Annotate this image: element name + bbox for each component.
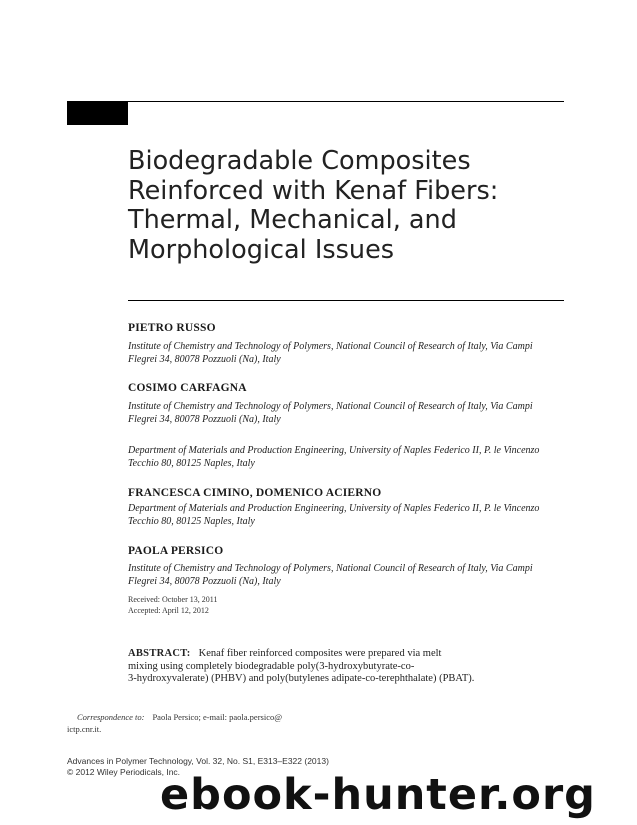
received-date: Received: October 13, 2011 [128, 595, 218, 604]
affiliation-line: Tecchio 80, 80125 Naples, Italy [128, 516, 255, 527]
abstract-label: ABSTRACT: [128, 648, 191, 659]
abstract-line: 3-hydroxyvalerate) (PHBV) and poly(butylenes adipate-co-terephthalate) (PBAT). [128, 673, 475, 684]
paper-title [128, 147, 568, 265]
affiliation-line: Institute of Chemistry and Technology of Polymers, National Council of Research of Italy, Via Campi [128, 341, 533, 352]
author-affiliation [128, 340, 568, 366]
title-line: Biodegradable Composites [128, 146, 471, 176]
affiliation-line: Flegrei 34, 80078 Pozzuoli (Na), Italy [128, 354, 281, 365]
author-name: COSIMO CARFAGNA [128, 382, 247, 394]
submission-dates [128, 594, 217, 616]
affiliation-line: Flegrei 34, 80078 Pozzuoli (Na), Italy [128, 576, 281, 587]
author-name: PIETRO RUSSO [128, 322, 216, 334]
correspondence-label: Correspondence to: [77, 712, 145, 722]
abstract-line: mixing using completely biodegradable poly(3-hydroxybutyrate-co- [128, 660, 415, 672]
accepted-date: Accepted: April 12, 2012 [128, 606, 209, 615]
correspondence-contact: Paola Persico; e-mail: paola.persico@ [152, 712, 283, 722]
copyright: © 2012 Wiley Periodicals, Inc. [67, 767, 181, 777]
abstract-text: Kenaf fiber reinforced composites were prepared via melt [198, 648, 442, 659]
author-affiliation [128, 502, 568, 528]
top-rule [128, 101, 564, 102]
header-black-tab [67, 101, 128, 125]
affiliation-line: Department of Materials and Production Engineering, University of Naples Federico II, P. le Vincenzo [128, 503, 540, 514]
title-line: Morphological Issues [128, 234, 395, 265]
title-line: Reinforced with Kenaf Fibers: [128, 175, 499, 206]
affiliation-line: Institute of Chemistry and Technology of Polymers, National Council of Research of Italy, Via Campi [128, 401, 533, 412]
author-name: PAOLA PERSICO [128, 545, 224, 557]
author-affiliation [128, 400, 568, 426]
author-second-affiliation [128, 444, 568, 470]
affiliation-line: Flegrei 34, 80078 Pozzuoli (Na), Italy [128, 414, 281, 425]
journal-citation: Advances in Polymer Technology, Vol. 32, No. S1, E313–E322 (2013) [67, 756, 329, 766]
affiliation-line: Department of Materials and Production Engineering, University of Naples Federico II, P. le Vincenzo [128, 445, 540, 456]
affiliation-line: Tecchio 80, 80125 Naples, Italy [128, 458, 255, 469]
abstract-line [128, 648, 528, 661]
author-affiliation [128, 562, 568, 588]
title-divider [128, 300, 564, 301]
affiliation-line: Institute of Chemistry and Technology of Polymers, National Council of Research of Italy, Via Campi [128, 563, 533, 574]
watermark: ebook-hunter.org [160, 770, 596, 820]
author-name: FRANCESCA CIMINO, DOMENICO ACIERNO [128, 487, 382, 499]
abstract [128, 648, 528, 686]
correspondence-line [67, 711, 307, 723]
title-line: Thermal, Mechanical, and [128, 205, 457, 235]
correspondence-footnote [67, 711, 307, 735]
correspondence-email-domain: ictp.cnr.it. [67, 724, 102, 734]
